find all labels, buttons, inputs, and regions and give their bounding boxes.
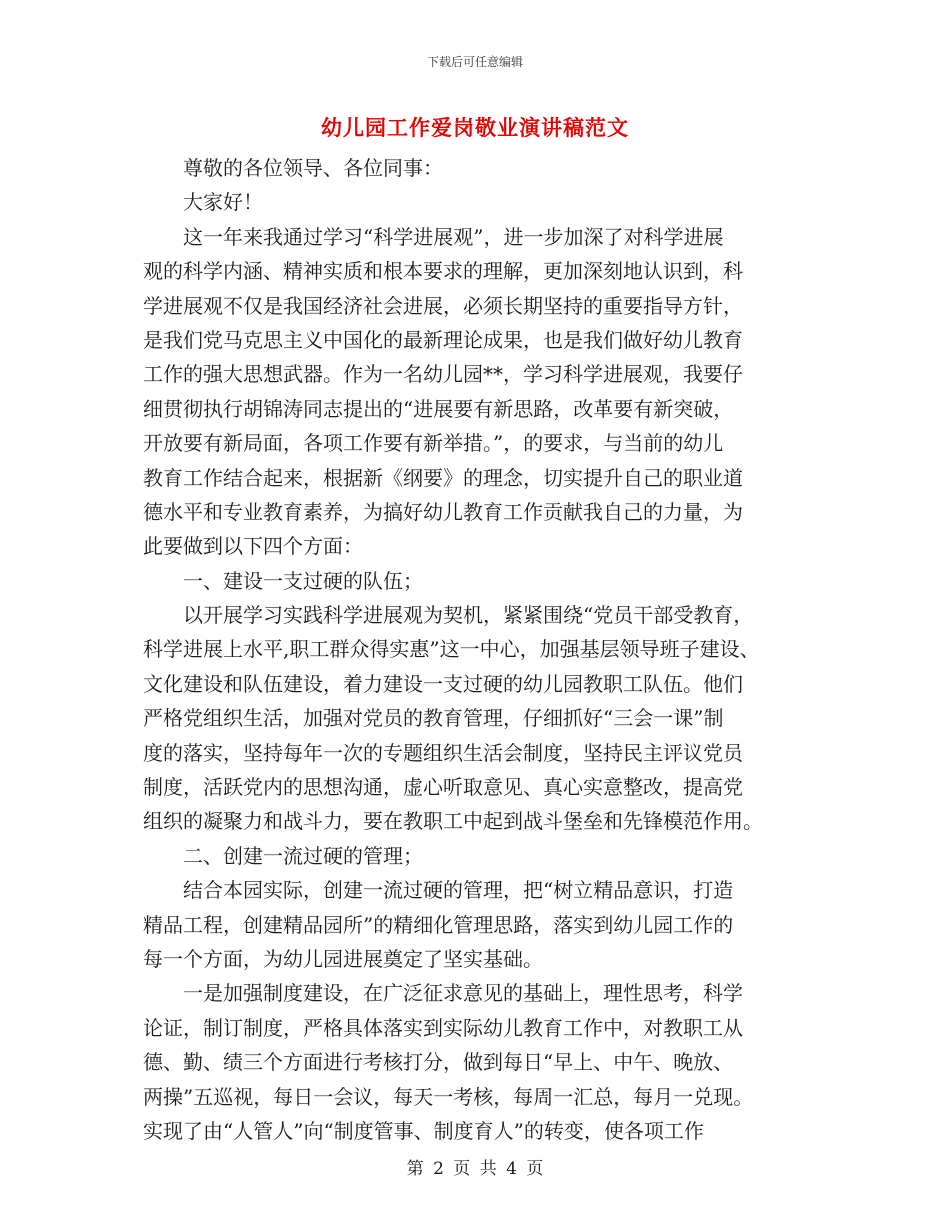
body-line: 观的科学内涵、精神实质和根本要求的理解，更加深刻地认识到，科 (143, 259, 743, 284)
header-note: 下载后可任意编辑 (426, 55, 523, 69)
body-line: 严格党组织生活，加强对党员的教育管理，仔细抓好“三会一课”制 (143, 706, 724, 731)
document-body (143, 151, 823, 1148)
body-line: 结合本园实际，创建一流过硬的管理，把“树立精品意识，打造 (143, 878, 734, 903)
body-line: 工作的强大思想武器。作为一名幼儿园**，学习科学进展观，我要仔 (143, 362, 743, 387)
body-line: 德、勤、绩三个方面进行考核打分，做到每日“早上、中午、晚放、 (143, 1050, 734, 1075)
body-line: 两操”五巡视，每日一会议，每天一考核，每周一汇总，每月一兑现。 (143, 1084, 754, 1109)
body-line: 开放要有新局面，各项工作要有新举措。”，的要求，与当前的幼儿 (143, 431, 724, 456)
body-line: 文化建设和队伍建设，着力建设一支过硬的幼儿园教职工队伍。他们 (143, 671, 743, 696)
body-line: 大家好！ (143, 190, 263, 215)
body-line: 这一年来我通过学习“科学进展观”，进一步加深了对科学进展 (143, 224, 724, 249)
body-line: 是我们党马克思主义中国化的最新理论成果，也是我们做好幼儿教育 (143, 327, 743, 352)
body-line: 精品工程，创建精品园所”的精细化管理思路，落实到幼儿园工作的 (143, 912, 734, 937)
body-line: 尊敬的各位领导、各位同事： (143, 156, 443, 180)
page-footer: 第 2 页 共 4 页 (406, 1159, 544, 1179)
body-line: 此要做到以下四个方面： (143, 534, 363, 559)
body-line: 组织的凝聚力和战斗力，要在教职工中起到战斗堡垒和先锋模范作用。 (143, 809, 763, 834)
body-line: 细贯彻执行胡锦涛同志提出的“进展要有新思路，改革要有新突破， (143, 396, 734, 421)
body-line: 以开展学习实践科学进展观为契机，紧紧围绕“党员干部受教育， (143, 603, 754, 628)
body-line: 一是加强制度建设，在广泛征求意见的基础上，理性思考，科学 (143, 981, 743, 1006)
body-line: 学进展观不仅是我国经济社会进展，必须长期坚持的重要指导方针， (143, 293, 743, 318)
body-line: 科学进展上水平,职工群众得实惠”这一中心，加强基层领导班子建设、 (143, 637, 760, 662)
body-line: 论证，制订制度，严格具体落实到实际幼儿教育工作中，对教职工从 (143, 1015, 743, 1040)
body-line: 每一个方面，为幼儿园进展奠定了坚实基础。 (143, 946, 543, 971)
body-line: 教育工作结合起来，根据新《纲要》的理念，切实提升自己的职业道 (143, 465, 743, 490)
body-line: 德水平和专业教育素养，为搞好幼儿教育工作贡献我自己的力量，为 (143, 499, 743, 524)
body-line: 制度，活跃党内的思想沟通，虚心听取意见、真心实意整改，提高党 (143, 775, 743, 800)
document-title: 幼儿园工作爱岗敬业演讲稿范文 (321, 116, 629, 140)
body-line: 度的落实，坚持每年一次的专题组织生活会制度，坚持民主评议党员 (143, 740, 743, 765)
body-line: 一、建设一支过硬的队伍； (143, 568, 423, 593)
body-line: 实现了由“人管人”向“制度管事、制度育人”的转变，使各项工作 (143, 1118, 704, 1143)
body-line: 二、创建一流过硬的管理； (143, 843, 423, 868)
